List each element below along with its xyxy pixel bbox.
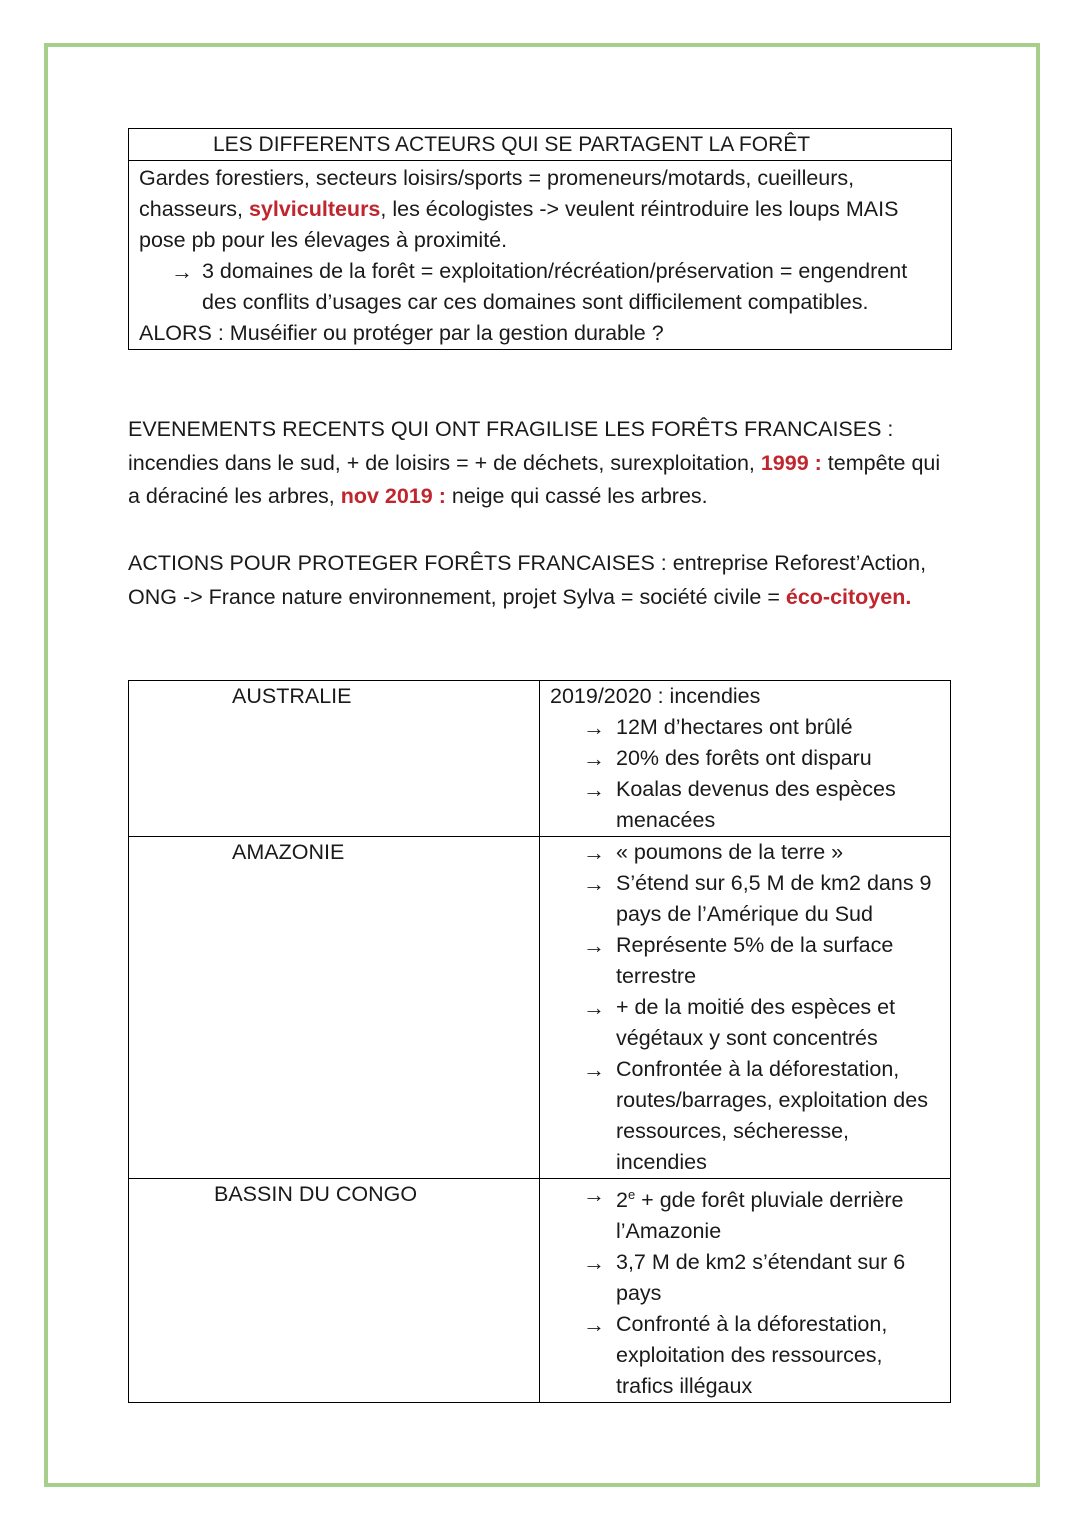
arrow-icon: → [583, 840, 605, 865]
actors-conclusion: ALORS : Muséifier ou protéger par la gestion durable ? [139, 321, 664, 345]
highlight-eco-citoyen: éco-citoyen. [785, 584, 912, 609]
arrow-icon: → [583, 871, 605, 896]
actors-bullet: → 3 domaines de la forêt = exploitation/récréation/préservation = engendrent des conflits d’usages car ces domaines sont difficilement compatibles. [139, 256, 943, 318]
list-item: → S’étend sur 6,5 M de km2 dans 9 pays de l’Amérique du Sud [540, 868, 950, 930]
arrow-icon: → [583, 1057, 605, 1082]
table-row [129, 1179, 951, 1403]
arrow-icon: → [583, 933, 605, 958]
regions-table [128, 680, 951, 1403]
region-name-cell: BASSIN DU CONGO [129, 1179, 540, 1403]
arrow-icon: → [583, 995, 605, 1020]
list-item: → Koalas devenus des espèces menacées [540, 774, 950, 836]
list-item: → 3,7 M de km2 s’étendant sur 6 pays [540, 1247, 950, 1309]
table-row [129, 681, 951, 837]
highlight-sylviculteurs: sylviculteurs [248, 197, 381, 221]
events-paragraph: EVENEMENTS RECENTS QUI ONT FRAGILISE LES FORÊTS FRANCAISES : incendies dans le sud, + de loisirs = + de déchets, surexploitation, 1999 : tempête qui a déraciné les arbres, nov 2019 : neige qui cassé les arbres. [128, 417, 941, 508]
arrow-icon: → [583, 777, 605, 802]
list-item: → 20% des forêts ont disparu [540, 743, 950, 774]
highlight-1999: 1999 : [760, 450, 822, 475]
list-item: → + de la moitié des espèces et végétaux y sont concentrés [540, 992, 950, 1054]
list-item: → $2^e$ + gde forêt pluviale derrière l’Amazonie [540, 1179, 950, 1247]
actors-body [129, 161, 951, 349]
region-facts-cell: 2019/2020 : incendies → 12M d’hectares ont brûlé → 20% des forêts ont disparu → Koalas devenus des espèces menacées [540, 681, 951, 837]
region-name-cell: AUSTRALIE [129, 681, 540, 837]
actors-title: LES DIFFERENTS ACTEURS QUI SE PARTAGENT LA FORÊT [129, 129, 951, 161]
list-item: → Représente 5% de la surface terrestre [540, 930, 950, 992]
list-item: → Confrontée à la déforestation, routes/barrages, exploitation des ressources, sécheresse, incendies [540, 1054, 950, 1178]
region-facts-cell [540, 1179, 951, 1403]
list-item: → Confronté à la déforestation, exploitation des ressources, trafics illégaux [540, 1309, 950, 1402]
list-item: → 12M d’hectares ont brûlé [540, 712, 950, 743]
list-item: → « poumons de la terre » [540, 837, 950, 868]
actors-paragraph: Gardes forestiers, secteurs loisirs/sports = promeneurs/motards, cueilleurs, chasseurs, sylviculteurs, les écologistes -> veulent réintroduire les loups MAIS pose pb pour les élevages à proximité. [139, 166, 899, 252]
arrow-icon: → [583, 1312, 605, 1338]
arrow-icon: → [583, 746, 605, 771]
region-facts-cell [540, 837, 951, 1179]
arrow-icon: → [583, 1182, 605, 1207]
actions-paragraph: ACTIONS POUR PROTEGER FORÊTS FRANCAISES : entreprise Reforest’Action, ONG -> France nature environnement, projet Sylva = société civile = éco-citoyen. [128, 551, 927, 609]
arrow-icon: → [583, 1250, 605, 1276]
actors-box [128, 128, 952, 350]
highlight-nov-2019: nov 2019 : [340, 484, 446, 508]
region-name-cell: AMAZONIE [129, 837, 540, 1179]
table-row [129, 837, 951, 1179]
arrow-icon: → [171, 259, 193, 284]
arrow-icon: → [583, 715, 605, 740]
